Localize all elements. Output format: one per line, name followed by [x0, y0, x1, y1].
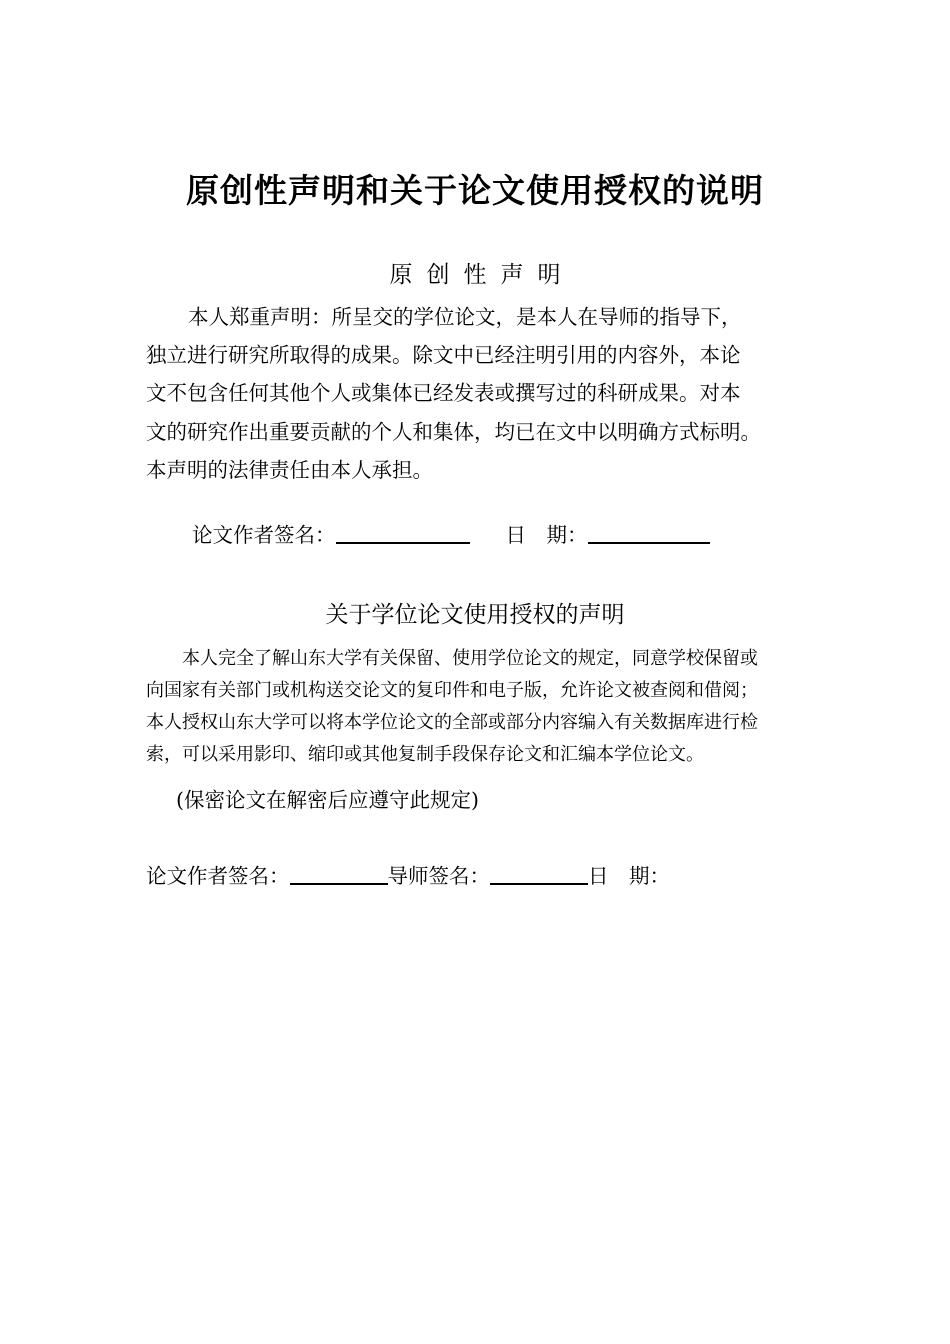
advisor-signature-label: 导师签名： — [387, 864, 490, 888]
originality-line-1: 本人郑重声明：所呈交的学位论文，是本人在导师的指导下， — [188, 305, 742, 329]
authorization-line-4: 索，可以采用影印、缩印或其他复制手段保存论文和汇编本学位论文。 — [146, 744, 704, 765]
author-signature-line[interactable] — [290, 861, 388, 885]
originality-heading: 原创性声明 — [389, 262, 575, 288]
author-signature-label: 论文作者签名： — [192, 523, 336, 547]
authorization-heading: 关于学位论文使用授权的声明 — [325, 602, 625, 628]
confidential-note: (保密论文在解密后应遵守此规定) — [176, 788, 479, 812]
advisor-signature-line[interactable] — [490, 861, 588, 885]
originality-line-2: 独立进行研究所取得的成果。除文中已经注明引用的内容外，本论 — [146, 343, 741, 367]
page-title: 原创性声明和关于论文使用授权的说明 — [186, 171, 764, 210]
date-label: 日 期： — [588, 864, 670, 888]
authorization-line-3: 本人授权山东大学可以将本学位论文的全部或部分内容编入有关数据库进行检 — [146, 712, 758, 733]
date-label: 日 期： — [505, 523, 588, 547]
author-signature-label: 论文作者签名： — [146, 864, 290, 888]
originality-line-4: 文的研究作出重要贡献的个人和集体，均已在文中以明确方式标明。 — [146, 420, 761, 444]
originality-line-5: 本声明的法律责任由本人承担。 — [146, 458, 433, 482]
originality-line-3: 文不包含任何其他个人或集体已经发表或撰写过的科研成果。对本 — [146, 381, 741, 405]
date-line[interactable] — [588, 520, 710, 544]
authorization-line-1: 本人完全了解山东大学有关保留、使用学位论文的规定，同意学校保留或 — [182, 648, 758, 669]
authorization-line-2: 向国家有关部门或机构送交论文的复印件和电子版，允许论文被查阅和借阅； — [146, 680, 758, 701]
author-signature-line[interactable] — [336, 520, 470, 544]
originality-signature-row — [192, 520, 710, 550]
authorization-signature-row — [146, 861, 670, 891]
